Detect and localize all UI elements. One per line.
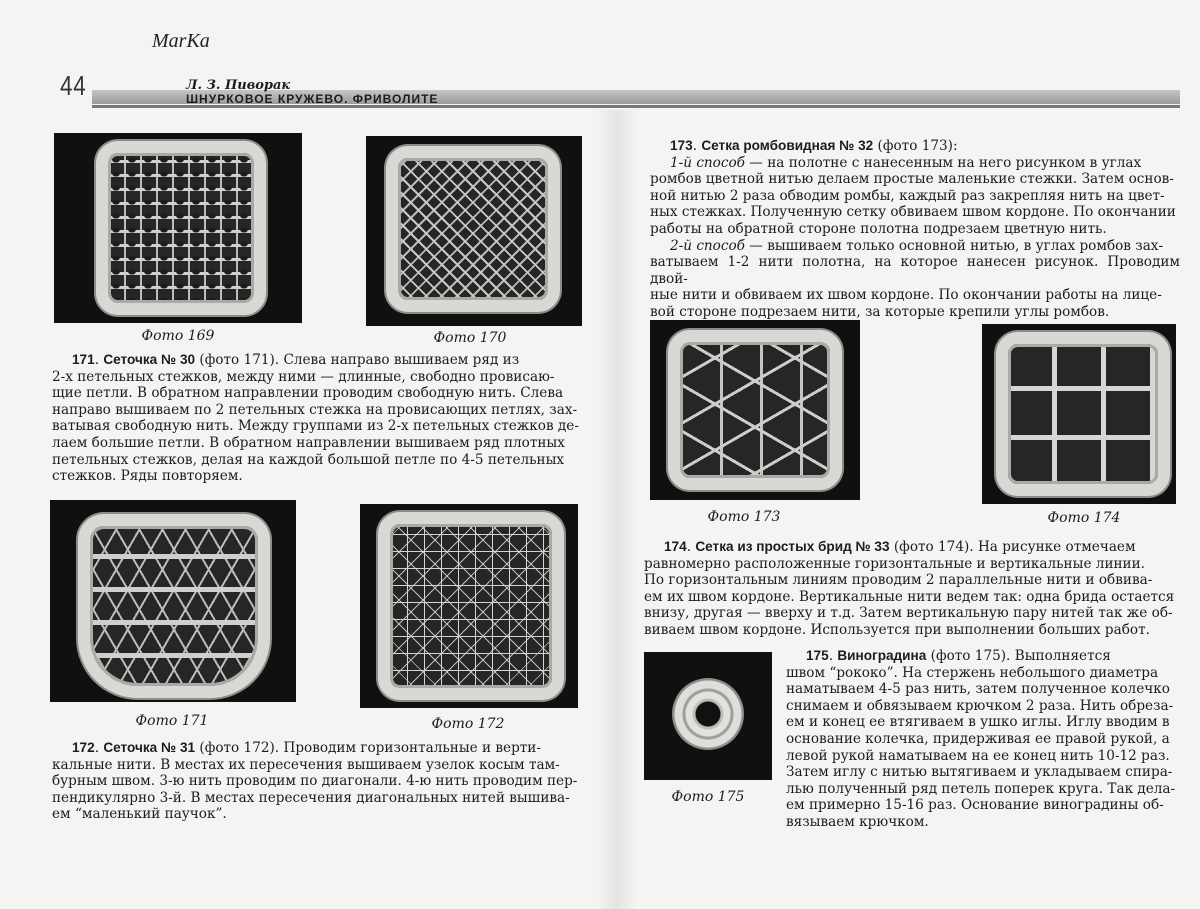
caption-photo-169: Фото 169: [141, 328, 215, 344]
photo-174: [982, 324, 1176, 504]
section-175: 175. Виноградина (фото 175). Выполняется швом “рококо”. На стержень небольшого диаметра наматываем 4-5 раз нить, затем полученное колечко снимаем и обвязываем крючком 2 раза. Нить обреза- ем и конец ее втягиваем в ушко иглы. Иглу вводим в основание колечка, придерживая ее правой рукой, а левой рукой наматываем на ее конец нить 10-12 раз. Затем иглу с нитью вытягиваем и укладываем спира- лью полученный ряд петель поперек круга. Так дела- ем примерно 15-16 раз. Основание виноградины об- вязываем крючком.: [786, 648, 1178, 831]
method-label: 2-й способ: [670, 237, 745, 254]
photo-ref: (фото 173):: [877, 138, 958, 154]
caption-photo-175: Фото 175: [671, 789, 745, 805]
text-line: равномерно расположенные горизонтальные и вертикальные линии.: [644, 555, 1146, 572]
section-number: 172: [72, 740, 95, 755]
section-number: 174: [664, 539, 687, 554]
lace-sample-171: [78, 514, 270, 698]
text-line: кальные нити. В местах их пересечения вышиваем узелок косым там-: [52, 756, 560, 773]
caption-photo-174: Фото 174: [1047, 510, 1121, 526]
section-title: Сетка из простых брид № 33: [695, 539, 890, 554]
text-line: петельных стежков, делая на каждой большой петле по 4-5 петельных: [52, 451, 565, 468]
watermark: MarKa: [152, 30, 210, 52]
lace-sample-173: [668, 330, 842, 490]
text-line: По горизонтальным линиям проводим 2 параллельные нити и обвива-: [644, 572, 1153, 589]
photo-172: [360, 504, 578, 708]
caption-photo-173: Фото 173: [707, 509, 781, 525]
photo-173: [650, 320, 860, 500]
text-line: Выполняется: [1014, 648, 1111, 664]
text-line: ные нити и обвиваем их швом кордоне. По окончании работы на лице-: [650, 287, 1162, 304]
text-line: Затем иглу с нитью вытягиваем и укладываем спира-: [786, 764, 1173, 781]
lace-sample-169: [96, 141, 266, 315]
text-line: внизу, другая — вверху и т.д. Затем вертикальную пару нитей так же об-: [644, 605, 1173, 622]
section-number: 171: [72, 352, 95, 367]
text-line: ем примерно 15-16 раз. Основание виноградины об-: [786, 797, 1164, 814]
text-line: ромбов цветной нитью делаем простые маленькие стежки. Затем основ-: [650, 171, 1174, 188]
photo-171: [50, 500, 296, 702]
text-line: виваем швом кордоне. Используется при выполнении больших работ.: [644, 621, 1150, 638]
section-title: Сеточка № 31: [103, 740, 196, 755]
text-line: вой стороне подрезаем нити, за которые крепили углы ромбов.: [650, 303, 1110, 320]
caption-photo-170: Фото 170: [433, 330, 507, 346]
text-line: ем и конец ее втягиваем в ушко иглы. Иглу вводим в: [786, 714, 1170, 731]
text-line: ных стежках. Полученную сетку обвиваем швом кордоне. По окончании: [650, 204, 1176, 221]
page-number: 44: [60, 70, 87, 101]
text-line: 2-х петельных стежков, между ними — длинные, свободно провисаю-: [52, 368, 555, 385]
text-line: Слева направо вышиваем ряд из: [283, 352, 520, 368]
photo-170: [366, 136, 582, 326]
text-line: наматываем 4-5 раз нить, затем полученное колечко: [786, 681, 1170, 698]
text-line: швом “рококо”. На стержень небольшого диаметра: [786, 664, 1159, 681]
author-name: Л. З. Пиворак: [186, 78, 291, 93]
lace-sample-170: [386, 146, 560, 312]
book-title: ШНУРКОВОЕ КРУЖЕВО. ФРИВОЛИТЕ: [186, 92, 439, 106]
text-line: левой рукой наматываем на ее конец нить 10-12 раз.: [786, 747, 1170, 764]
text-line: ной нитью 2 раза обводим ромбы, каждый раз закрепляя нить на цвет-: [650, 187, 1165, 204]
text-line: ем их швом кордоне. Вертикальные нити ведем так: одна брида остается: [644, 588, 1175, 605]
photo-ref: (фото 171).: [199, 352, 280, 368]
section-title: Сетка ромбовидная № 32: [701, 138, 874, 153]
text-line: щие петли. В обратном направлении проводим свободную нить. Слева: [52, 385, 564, 402]
method-label: 1-й способ: [670, 154, 745, 171]
text-line: работы на обратной стороне полотна подрезаем цветную нить.: [650, 220, 1107, 237]
section-172: 172. Сеточка № 31 (фото 172). Проводим горизонтальные и верти- кальные нити. В местах их пересечения вышиваем узелок косым там- бурным швом. 3-ю нить проводим по диагонали. 4-ю нить проводим пер- пендикулярно 3-й. В местах пересечения диагональных нитей вышива- ем “маленький паучок”.: [52, 740, 580, 823]
text-line: бурным швом. 3-ю нить проводим по диагонали. 4-ю нить проводим пер-: [52, 773, 578, 790]
photo-169: [54, 133, 302, 323]
text-line: ем “маленький паучок”.: [52, 806, 227, 823]
text-line: стежков. Ряды повторяем.: [52, 468, 243, 485]
text-line: вязываем крючком.: [786, 813, 929, 830]
section-number: 173: [670, 138, 693, 153]
text-line: пендикулярно 3-й. В местах пересечения диагональных нитей вышива-: [52, 789, 570, 806]
text-line: ватываем 1-2 нити полотна, на которое нанесен рисунок. Проводим двой-: [650, 254, 1180, 287]
photo-ref: (фото 174).: [893, 539, 974, 555]
photo-175: [644, 652, 772, 780]
lace-rosette-175: [672, 678, 744, 750]
section-number: 175: [806, 648, 829, 663]
text-line: Проводим горизонтальные и верти-: [283, 740, 541, 756]
section-174: 174. Сетка из простых брид № 33 (фото 174). На рисунке отмечаем равномерно расположенные горизонтальные и вертикальные линии. По горизонтальным линиям проводим 2 параллельные нити и обвива- ем их швом кордоне. Вертикальные нити ведем так: одна брида остается внизу, другая — вверху и т.д. Затем вертикальную пару нитей так же об- виваем швом кордоне. Используется при выполнении больших работ.: [644, 539, 1178, 639]
caption-photo-172: Фото 172: [431, 716, 505, 732]
text-line: ватывая свободную нить. Между группами из 2-х петельных стежков де-: [52, 418, 579, 435]
text-line: основание колечка, придерживая ее правой рукой, а: [786, 730, 1170, 747]
section-title: Сеточка № 30: [103, 352, 196, 367]
caption-photo-171: Фото 171: [135, 713, 209, 729]
text-line: На рисунке отмечаем: [977, 539, 1136, 555]
section-173: 173. Сетка ромбовидная № 32 (фото 173): 1-й способ — на полотне с нанесенным на него рисунком в углах ромбов цветной нитью делаем простые маленькие стежки. Затем основ- ной нитью 2 раза обводим ромбы, каждый раз закрепляя нить на цвет- ных стежках. Полученную сетку обвиваем швом кордоне. По окончании работы на обратной стороне полотна подрезаем цветную нить. 2-й способ — вышиваем только основной нитью, в углах ромбов зах- ватываем 1-2 нити полотна, на которое нанесен рисунок. Проводим двой- ные нити и обвиваем их швом кордоне. По окончании работы на лице- вой стороне подрезаем нити, за которые крепили углы ромбов.: [650, 138, 1180, 320]
text-line: — вышиваем только основной нитью, в углах ромбов зах-: [749, 237, 1164, 254]
text-line: лью полученный ряд петель поперек круга. Так дела-: [786, 780, 1176, 797]
lace-sample-172: [378, 512, 564, 700]
section-171: 171. Сеточка № 30 (фото 171). Слева направо вышиваем ряд из 2-х петельных стежков, между ними — длинные, свободно провисаю- щие петли. В обратном направлении проводим свободную нить. Слева направо вышиваем по 2 петельных стежка на провисающих петлях, зах- ватывая свободную нить. Между группами из 2-х петельных стежков де- лаем большие петли. В обратном направлении вышиваем ряд плотных петельных стежков, делая на каждой большой петле по 4-5 петельных стежков. Ряды повторяем.: [52, 352, 579, 485]
section-title: Виноградина: [837, 648, 927, 663]
photo-ref: (фото 172).: [199, 740, 280, 756]
photo-ref: (фото 175).: [930, 648, 1011, 664]
page-fold-shadow: [597, 110, 637, 909]
text-line: снимаем и обвязываем крючком 2 раза. Нить обреза-: [786, 697, 1174, 714]
lace-sample-174: [996, 332, 1170, 496]
text-line: лаем большие петли. В обратном направлении вышиваем ряд плотных: [52, 434, 565, 451]
text-line: — на полотне с нанесенным на него рисунком в углах: [749, 154, 1142, 171]
text-line: направо вышиваем по 2 петельных стежка на провисающих петлях, зах-: [52, 401, 578, 418]
